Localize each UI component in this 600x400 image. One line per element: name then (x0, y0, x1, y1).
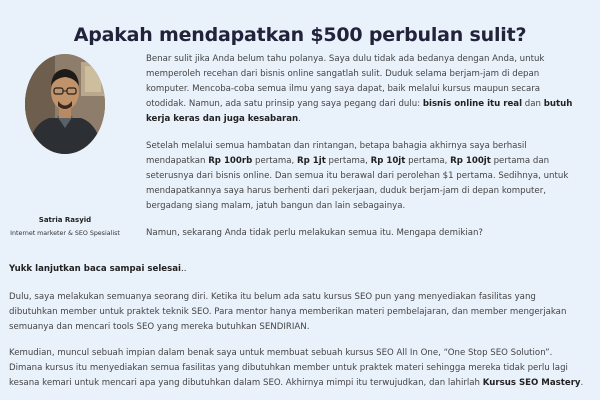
intro-p2-amount-3: Rp 10jt (370, 156, 406, 166)
lead-end: .. (180, 264, 187, 274)
intro-p1-connector: dan (522, 99, 544, 109)
intro-paragraph-1 (146, 52, 580, 127)
author-role: Internet marketer & SEO Spesialist (10, 230, 120, 237)
course-name: Kursus SEO Mastery (482, 378, 581, 388)
intro-p2-text-a: Setelah melalui semua hambatan dan rintangan, betapa bahagia akhirnya saya berhasil mendapatkan (146, 141, 527, 166)
body-paragraph-2 (9, 346, 586, 391)
lead-line (9, 262, 586, 277)
intro-p2-amount-2: Rp 1jt (297, 156, 326, 166)
intro-p1-text: Benar sulit jika Anda belum tahu polanya. Saya dulu tidak ada bedanya dengan Anda, untuk memperoleh recehan dari bisnis online sangatlah sulit. Duduk selama berjam-jam di depan komputer. Mencoba-coba semua ilmu yang saya dapat, baik melalui kursus maupun secara otodidak. Namun, ada satu prinsip yang saya pegang dari dulu: (146, 54, 545, 109)
intro-p1-highlight-2: butuh kerja keras dan juga kesabaran (146, 99, 573, 124)
intro-p2-text-c: pertama, (252, 156, 298, 166)
intro-p2-text-f: pertama dan seterusnya dari bisnis online. Dan semua itu berawal dari perolehan $1 pertama. Sedihnya, untuk mendapatkannya saya harus berhenti dari pekerjaan, duduk berjam-jam di depan komputer, bergadang siang malam, jatuh bangun dan lain sebagainya. (146, 156, 569, 211)
author-name: Satria Rasyid (38, 216, 92, 224)
intro-p2-text-e: pertama, (405, 156, 451, 166)
body-p2-end: . (580, 378, 584, 388)
intro-paragraph-2 (146, 139, 580, 214)
intro-paragraph-3: Namun, sekarang Anda tidak perlu melakukan semua itu. Mengapa demikian? (146, 228, 483, 238)
page-title: Apakah mendapatkan $500 perbulan sulit? (73, 23, 527, 46)
lower-section (9, 262, 586, 391)
intro-section (146, 52, 580, 251)
intro-p2-amount-1: Rp 100rb (208, 156, 253, 166)
body-p2-text: Kemudian, muncul sebuah impian dalam benak saya untuk membuat sebuah kursus SEO All In One, “One Stop SEO Solution”. Dimana kursus itu menyediakan semua fasilitas yang dibutuhkan member untuk praktek materi sehingga mereka tidak perlu lagi kesana kemari untuk mencari apa yang dibutuhkan dalam SEO. Akhirnya mimpi itu terwujudkan, dan lahirlah (9, 348, 568, 388)
intro-p2-text-d: pertama, (325, 156, 371, 166)
author-profile (8, 54, 122, 239)
author-photo-image (25, 54, 105, 154)
intro-p2-amount-4: Rp 100jt (450, 156, 491, 166)
intro-p1-end: . (298, 114, 301, 124)
intro-p1-highlight-1: bisnis online itu real (422, 99, 523, 109)
author-photo (25, 54, 105, 154)
lead-bold: Yukk lanjutkan baca sampai selesai (9, 264, 181, 274)
body-paragraph-1: Dulu, saya melakukan semuanya seorang diri. Ketika itu belum ada satu kursus SEO pun yang menyediakan fasilitas yang dibutuhkan member untuk praktek teknik SEO. Para mentor hanya memberikan materi pembelajaran, dan member mengerjakan semuanya dan mencari tools SEO yang mereka butuhkan SENDIRIAN. (9, 292, 567, 332)
